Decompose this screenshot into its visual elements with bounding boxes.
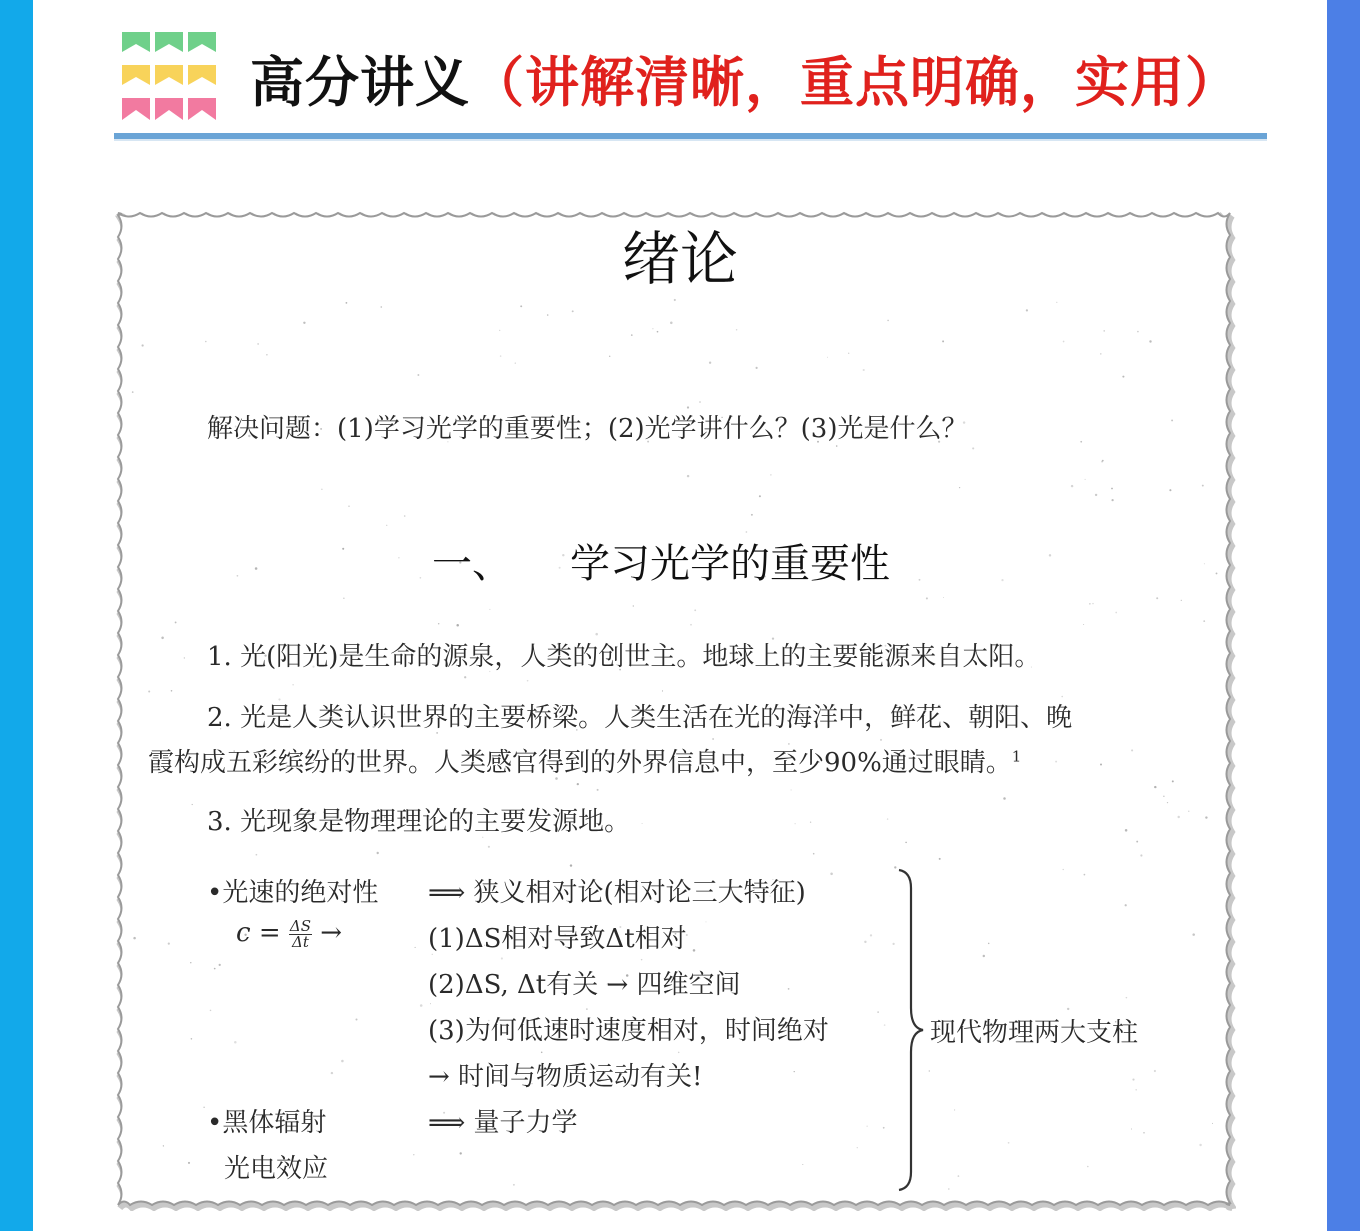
footnote-mark: 1 xyxy=(1011,747,1022,766)
formula xyxy=(236,918,342,950)
paragraph-2-line-1: 2. 光是人类认识世界的主要桥梁。人类生活在光的海洋中，鲜花、朝阳、晚 xyxy=(207,703,1073,733)
paragraph-3: 3. 光现象是物理理论的主要发源地。 xyxy=(207,807,631,837)
section-number: 一、 xyxy=(432,541,512,587)
section-title: 学习光学的重要性 xyxy=(570,541,890,587)
header-title-main: 高分讲义 xyxy=(250,51,470,114)
header-title-subtitle: （讲解清晰，重点明确，实用） xyxy=(470,51,1240,114)
photoelectric-label: 光电效应 xyxy=(224,1154,329,1184)
relativity-item-1: (1)ΔS相对导致Δt相对 xyxy=(428,924,687,954)
blackbody-label: •黑体辐射 xyxy=(207,1108,327,1138)
pillars-label: 现代物理两大支柱 xyxy=(930,1018,1139,1048)
paragraph-2-line-2-text: 霞构成五彩缤纷的世界。人类感官得到的外界信息中，至少90%通过眼睛。 xyxy=(148,748,1012,778)
formula-fraction xyxy=(289,916,312,951)
formula-denominator: Δt xyxy=(292,932,309,951)
right-brace-icon xyxy=(895,868,925,1193)
relativity-item-4: → 时间与物质运动有关! xyxy=(428,1062,703,1092)
document-title: 绪论 xyxy=(622,225,739,293)
problems-line: 解决问题：(1)学习光学的重要性；(2)光学讲什么？(3)光是什么？ xyxy=(207,414,968,444)
formula-arrow: → xyxy=(320,918,343,948)
light-speed-label: •光速的绝对性 xyxy=(207,878,379,908)
relativity-item-3: (3)为何低速时速度相对，时间绝对 xyxy=(428,1016,829,1046)
paragraph-1: 1. 光(阳光)是生命的源泉，人类的创世主。地球上的主要能源来自太阳。 xyxy=(207,642,1041,672)
formula-lhs: c = xyxy=(236,918,281,948)
paragraph-2-line-2 xyxy=(148,742,1021,779)
relativity-item-2: (2)ΔS, Δt有关 → 四维空间 xyxy=(428,970,741,1000)
formula-numerator: ΔS xyxy=(289,916,311,935)
relativity-arrow: ⟹ 狭义相对论(相对论三大特征) xyxy=(428,878,806,908)
quantum-arrow: ⟹ 量子力学 xyxy=(428,1108,578,1138)
